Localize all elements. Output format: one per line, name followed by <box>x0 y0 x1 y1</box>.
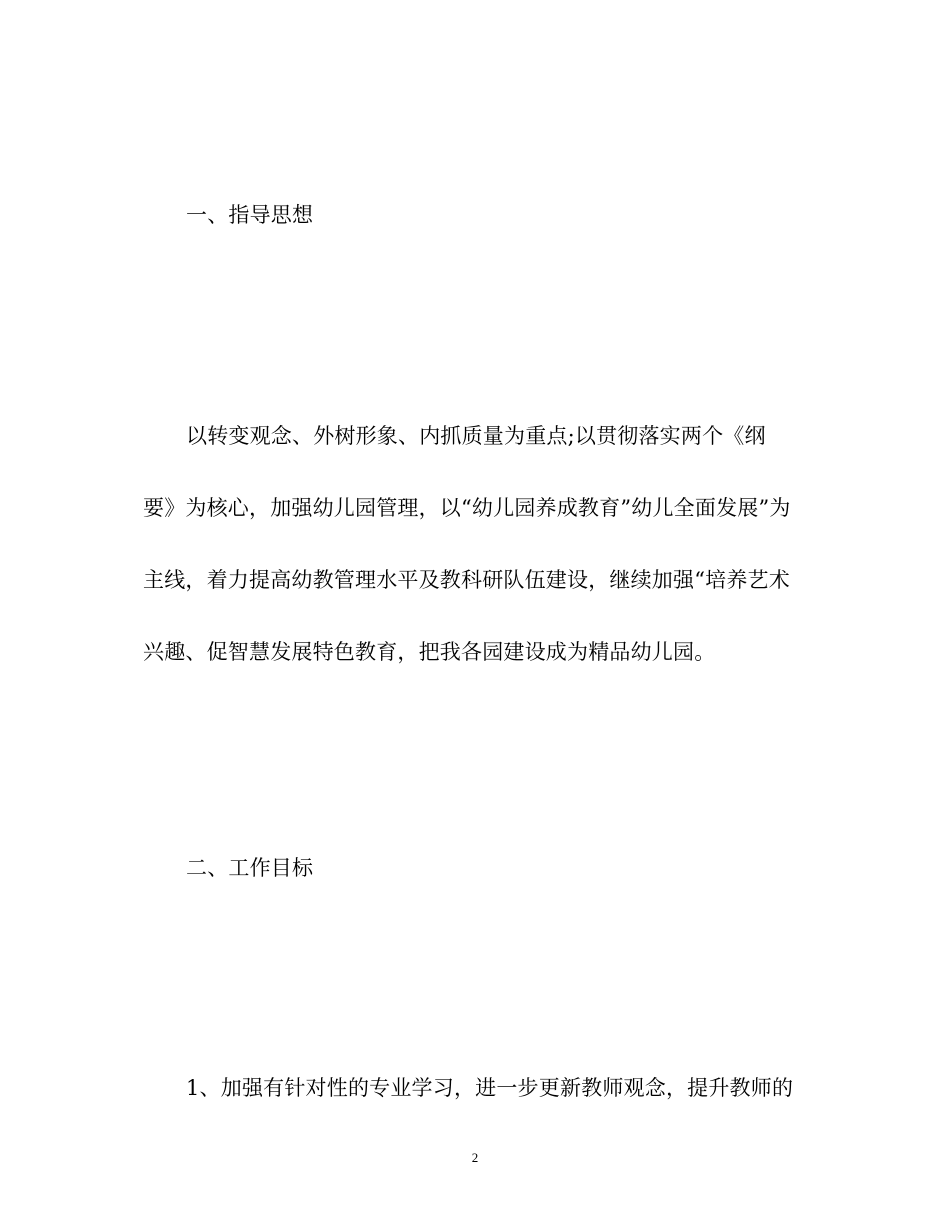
list-item-1: 1、加强有针对性的专业学习，进一步更新教师观念，提升教师的 <box>186 1076 794 1100</box>
paragraph-line-2: 要》为核心，加强幼儿园管理，以“幼儿园养成教育”幼儿全面发展”为 <box>143 496 791 520</box>
paragraph-line-1: 以转变观念、外树形象、内抓质量为重点;以贯彻落实两个《纲 <box>186 424 766 448</box>
paragraph-line-3: 主线，着力提高幼教管理水平及教科研队伍建设，继续加强“培养艺术 <box>143 568 790 592</box>
paragraph-line-4: 兴趣、促智慧发展特色教育，把我各园建设成为精品幼儿园。 <box>143 640 716 664</box>
page-number: 2 <box>471 1150 479 1165</box>
section-heading-guiding-ideology: 一、指导思想 <box>186 203 314 227</box>
section-heading-work-goals: 二、工作目标 <box>186 856 314 880</box>
